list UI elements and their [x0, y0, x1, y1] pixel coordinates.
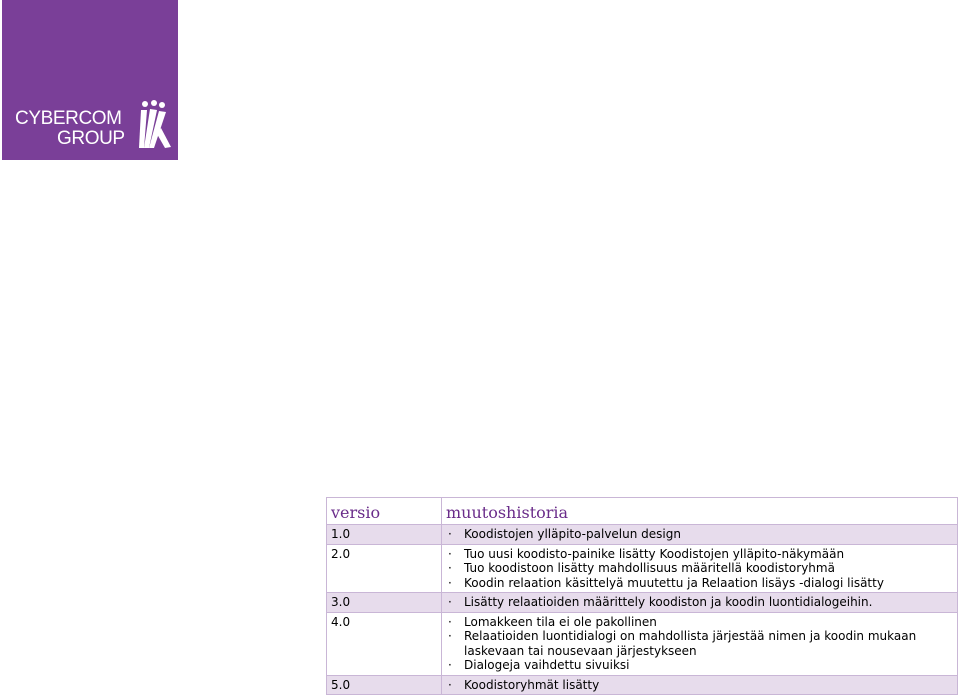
cybercom-logo: [2, 0, 178, 160]
change-list: [446, 595, 953, 610]
change-list: [446, 615, 953, 673]
history-cell: [442, 675, 958, 695]
figures-icon: [136, 98, 172, 150]
change-item: · Tuo uusi koodisto-painike lisätty Koodistojen ylläpito-näkymään: [446, 547, 953, 562]
history-body: [327, 525, 958, 695]
change-item: · Lomakkeen tila ei ole pakollinen: [446, 615, 953, 630]
change-item: · Koodin relaation käsittelyä muutettu ja Relaation lisäys -dialogi lisätty: [446, 576, 953, 591]
history-cell: [442, 525, 958, 545]
table-row: [327, 544, 958, 593]
version-cell: 1.0: [327, 525, 442, 545]
change-item: · Dialogeja vaihdettu sivuiksi: [446, 658, 953, 673]
table-row: [327, 612, 958, 675]
table-row: [327, 593, 958, 613]
table-row: [327, 675, 958, 695]
version-history-table: [326, 497, 958, 695]
version-cell: 4.0: [327, 612, 442, 675]
change-item: · Relaatioiden luontidialogi on mahdollista järjestää nimen ja koodin mukaan laskevaan tai nousevaan järjestykseen: [446, 629, 953, 658]
history-column-header: muutoshistoria: [442, 498, 958, 525]
logo-line-2: GROUP: [57, 128, 125, 149]
version-cell: 3.0: [327, 593, 442, 613]
history-cell: [442, 593, 958, 613]
change-list: [446, 547, 953, 591]
logo-line-1: CYBERCOM: [15, 108, 122, 129]
change-list: [446, 527, 953, 542]
history-cell: [442, 544, 958, 593]
change-item: · Koodistojen ylläpito-palvelun design: [446, 527, 953, 542]
version-column-header: versio: [327, 498, 442, 525]
logo-wordmark: [15, 109, 125, 149]
table-row: [327, 525, 958, 545]
change-item: · Koodistoryhmät lisätty: [446, 678, 953, 693]
history-cell: [442, 612, 958, 675]
change-item: · Tuo koodistoon lisätty mahdollisuus määritellä koodistoryhmä: [446, 561, 953, 576]
change-list: [446, 678, 953, 693]
version-cell: 5.0: [327, 675, 442, 695]
change-item: · Lisätty relaatioiden määrittely koodiston ja koodin luontidialogeihin.: [446, 595, 953, 610]
version-cell: 2.0: [327, 544, 442, 593]
